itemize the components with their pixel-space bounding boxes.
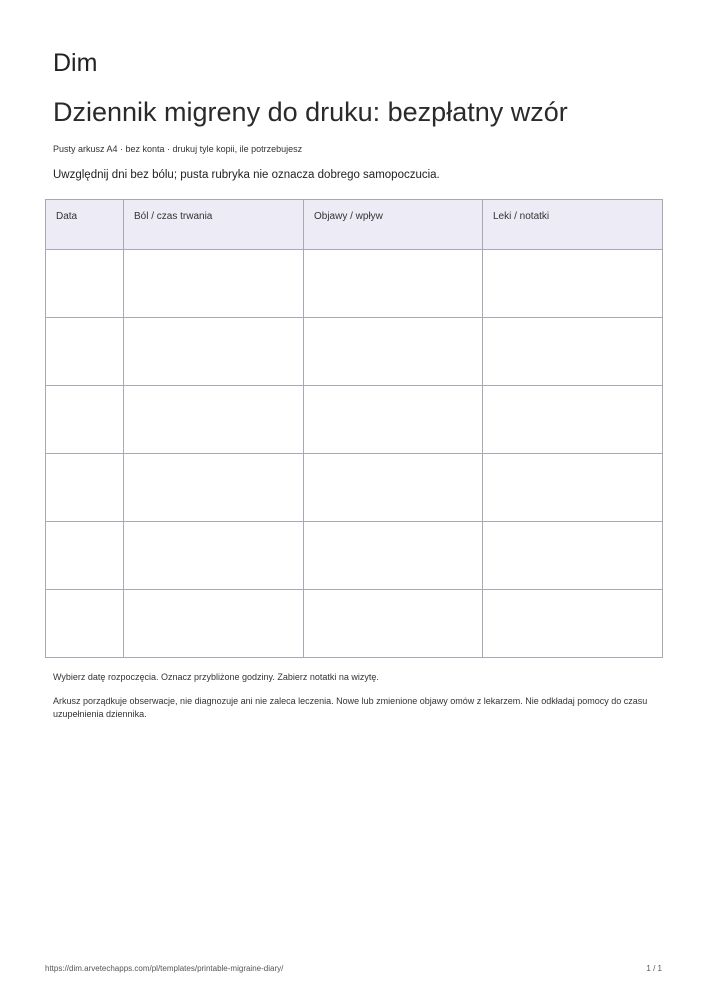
table-row	[46, 522, 663, 590]
table-row	[46, 386, 663, 454]
table-cell	[304, 250, 483, 318]
table-header-row	[46, 200, 663, 250]
sheet-meta: Pusty arkusz A4 · bez konta · drukuj tyle kopii, ile potrzebujesz	[53, 144, 303, 154]
table-cell	[304, 522, 483, 590]
table-cell	[46, 318, 124, 386]
table-cell	[124, 250, 304, 318]
table-cell	[304, 590, 483, 658]
table-cell	[124, 386, 304, 454]
table-cell	[124, 318, 304, 386]
table-row	[46, 250, 663, 318]
table-cell	[483, 454, 663, 522]
diary-table-body	[46, 250, 663, 658]
table-row	[46, 590, 663, 658]
table-row	[46, 318, 663, 386]
disclaimer-text: Arkusz porządkuje obserwacje, nie diagnozuje ani nie zaleca leczenia. Nowe lub zmienione objawy omów z lekarzem. Nie odkładaj pomocy do czasu uzupełnienia dziennika.	[53, 696, 648, 719]
table-row	[46, 454, 663, 522]
table-cell	[304, 318, 483, 386]
column-header-date: Data	[46, 200, 124, 250]
usage-note: Uwzględnij dni bez bólu; pusta rubryka nie oznacza dobrego samopoczucia.	[53, 169, 440, 181]
table-cell	[483, 590, 663, 658]
table-cell	[304, 454, 483, 522]
column-header-symptoms-impact: Objawy / wpływ	[304, 200, 483, 250]
table-cell	[46, 386, 124, 454]
diary-table	[45, 199, 663, 658]
page-url: https://dim.arvetechapps.com/pl/templates/printable-migraine-diary/	[45, 964, 284, 973]
table-cell	[124, 590, 304, 658]
brand-name: Dim	[53, 49, 98, 77]
table-cell	[483, 522, 663, 590]
table-cell	[483, 386, 663, 454]
table-cell	[483, 250, 663, 318]
table-cell	[483, 318, 663, 386]
column-header-pain-duration: Ból / czas trwania	[124, 200, 304, 250]
table-cell	[46, 250, 124, 318]
page-number: 1 / 1	[646, 964, 662, 973]
column-header-medication-notes: Leki / notatki	[483, 200, 663, 250]
table-cell	[124, 454, 304, 522]
table-cell	[46, 522, 124, 590]
table-cell	[304, 386, 483, 454]
table-cell	[46, 454, 124, 522]
table-cell	[46, 590, 124, 658]
table-cell	[124, 522, 304, 590]
page-title: Dziennik migreny do druku: bezpłatny wzór	[53, 97, 568, 127]
instructions-text: Wybierz datę rozpoczęcia. Oznacz przybliżone godziny. Zabierz notatki na wizytę.	[53, 672, 379, 682]
